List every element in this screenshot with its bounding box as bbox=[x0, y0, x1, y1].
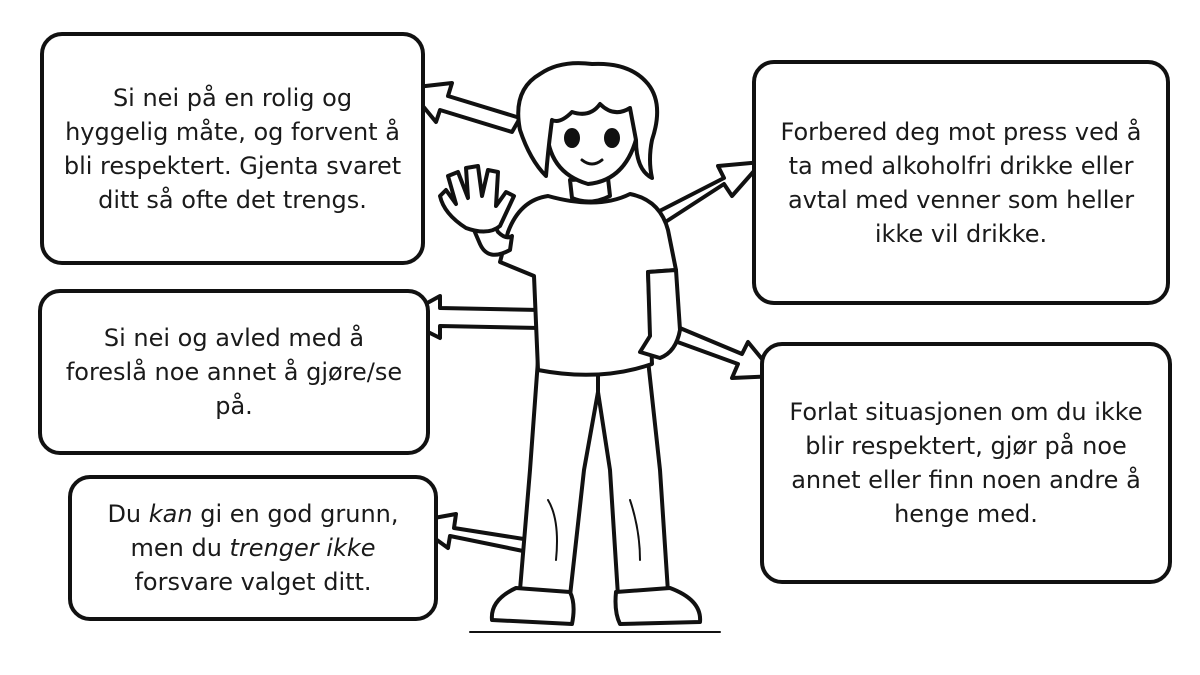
tip-box-leave bbox=[760, 342, 1172, 584]
tip-text-reason-part1: Du bbox=[107, 500, 149, 528]
tip-text-leave: Forlat situasjonen om du ikke blir respektert, gjør på noe annet eller finn noen andre å henge med. bbox=[789, 398, 1143, 528]
tip-text-reason-em1: kan bbox=[148, 500, 193, 528]
tip-text-reason-em2: trenger ikke bbox=[229, 534, 376, 562]
boy-figure bbox=[440, 63, 720, 632]
tip-text-reason-part2: gi en god grunn, men du bbox=[130, 500, 399, 562]
tip-text-redirect: Si nei og avled med å foreslå noe annet å gjøre/se på. bbox=[65, 324, 403, 420]
tip-text-calm-no: Si nei på en rolig og hyggelig måte, og forvent å bli respektert. Gjenta svaret ditt så ofte det trengs. bbox=[63, 83, 402, 214]
tip-box-reason bbox=[68, 475, 438, 621]
tip-text-reason bbox=[90, 497, 416, 599]
tip-text-reason-part3: forsvare valget ditt. bbox=[134, 568, 372, 596]
tip-box-calm-no bbox=[40, 32, 425, 265]
tip-box-prepare bbox=[752, 60, 1170, 305]
tip-text-prepare: Forbered deg mot press ved å ta med alkoholfri drikke eller avtal med venner som heller ikke vil drikke. bbox=[780, 117, 1142, 248]
tip-box-redirect bbox=[38, 289, 430, 455]
